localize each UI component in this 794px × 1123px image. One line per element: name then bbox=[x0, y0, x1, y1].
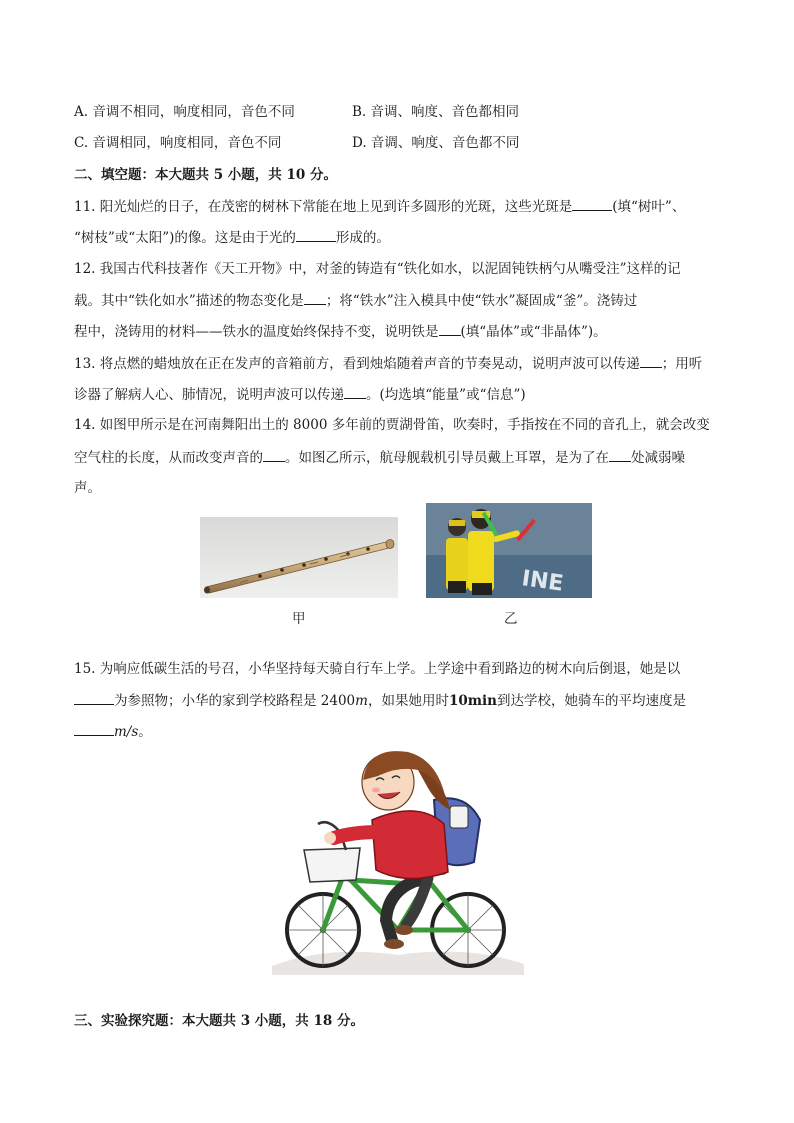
q12-text-b: ；将“铁水”注入模具中使“铁水”凝固成“釜”。浇铸过 bbox=[325, 293, 638, 309]
girl-bicycle-illustration bbox=[268, 740, 526, 975]
question-15-line-1: 15. 为响应低碳生活的号召，小华坚持每天骑自行车上学。上学途中看到路边的树木向后倒退，她是以 bbox=[74, 661, 681, 677]
question-14-line-1: 14. 如图甲所示是在河南舞阳出土的 8000 多年前的贾湖骨笛，吹奏时，手指按在不同的音孔上，就会改变 bbox=[74, 417, 710, 433]
carrier-crew-photo bbox=[426, 503, 592, 598]
q13-text-d: 。(均选填“能量”或“信息”) bbox=[366, 387, 526, 403]
q13-text-c: 诊器了解病人心、肺情况，说明声波可以传递 bbox=[74, 387, 344, 403]
q12-text-a: 载。其中“铁化如水”描述的物态变化是 bbox=[74, 293, 304, 309]
question-13-line-1 bbox=[74, 353, 702, 374]
answer-blank bbox=[296, 227, 336, 242]
q15-unit-ms: m/s bbox=[114, 724, 139, 740]
option-a: A. 音调不相同，响度相同，音色不同 bbox=[74, 104, 295, 120]
q14-text-c: 处减弱噪 bbox=[631, 450, 685, 466]
question-14-line-2 bbox=[74, 447, 685, 468]
answer-blank bbox=[74, 721, 114, 736]
question-14-line-3: 声。 bbox=[74, 480, 101, 496]
q15-text-a: 为参照物；小华的家到学校路程是 2400 bbox=[114, 693, 356, 709]
q12-text-c: 程中，浇铸用的材料——铁水的温度始终保持不变，说明铁是 bbox=[74, 324, 439, 340]
deck-marking-text: INE bbox=[520, 566, 565, 597]
answer-blank bbox=[572, 196, 612, 211]
q15-text-d: 。 bbox=[138, 724, 152, 740]
question-13-line-2 bbox=[74, 384, 526, 405]
caption-jia: 甲 bbox=[292, 611, 306, 627]
girl-bicycle-drawing bbox=[268, 740, 526, 975]
section-2-title: 二、填空题：本大题共 5 小题，共 10 分。 bbox=[74, 167, 337, 183]
question-11-line-2 bbox=[74, 227, 390, 248]
option-d: D. 音调、响度、音色都不同 bbox=[352, 135, 520, 151]
q13-text-b: ；用听 bbox=[661, 356, 703, 372]
bone-flute-illustration bbox=[200, 517, 398, 598]
question-12-line-1: 12. 我国古代科技著作《天工开物》中，对釜的铸造有“铁化如水，以泥固钝铁柄勺从嘴受注”这样的记 bbox=[74, 261, 681, 277]
answer-blank bbox=[263, 447, 285, 462]
q11-text-d: 形成的。 bbox=[335, 230, 390, 246]
question-15-line-3 bbox=[74, 721, 152, 742]
answer-blank bbox=[344, 384, 366, 399]
q11-text-c: “树枝”或“太阳”)的像。这是由于光的 bbox=[74, 230, 296, 246]
q14-text-a: 空气柱的长度，从而改变声音的 bbox=[74, 450, 263, 466]
q13-text-a: 13. 将点燃的蜡烛放在正在发声的音箱前方，看到烛焰随着声音的节奏晃动，说明声波可以传递 bbox=[74, 356, 640, 372]
section-3-title: 三、实验探究题：本大题共 3 小题，共 18 分。 bbox=[74, 1013, 364, 1029]
question-12-line-3 bbox=[74, 321, 607, 342]
question-15-line-2 bbox=[74, 690, 686, 711]
carrier-crew-illustration bbox=[426, 503, 592, 598]
option-b: B. 音调、响度、音色都相同 bbox=[352, 104, 520, 120]
answer-blank bbox=[640, 353, 662, 368]
bone-flute-photo bbox=[200, 517, 398, 598]
q11-text-a: 11. 阳光灿烂的日子，在茂密的树林下常能在地上见到许多圆形的光斑，这些光斑是 bbox=[74, 199, 573, 215]
q15-time: 10min bbox=[448, 693, 497, 709]
question-12-line-2 bbox=[74, 290, 637, 311]
q15-text-b: ，如果她用时 bbox=[367, 693, 449, 709]
question-11-line-1 bbox=[74, 196, 685, 217]
q15-text-c: 到达学校，她骑车的平均速度是 bbox=[496, 693, 686, 709]
answer-blank bbox=[304, 290, 326, 305]
answer-blank bbox=[74, 690, 114, 705]
answer-blank bbox=[439, 321, 461, 336]
q15-unit-m: m bbox=[355, 693, 368, 709]
caption-yi: 乙 bbox=[504, 611, 518, 627]
q12-text-d: (填“晶体”或“非晶体”)。 bbox=[460, 324, 607, 340]
option-c: C. 音调相同，响度相同，音色不同 bbox=[74, 135, 282, 151]
q11-text-b: (填“树叶”、 bbox=[612, 199, 686, 215]
answer-blank bbox=[609, 447, 631, 462]
q14-text-b: 。如图乙所示，航母舰载机引导员戴上耳罩，是为了在 bbox=[285, 450, 609, 466]
